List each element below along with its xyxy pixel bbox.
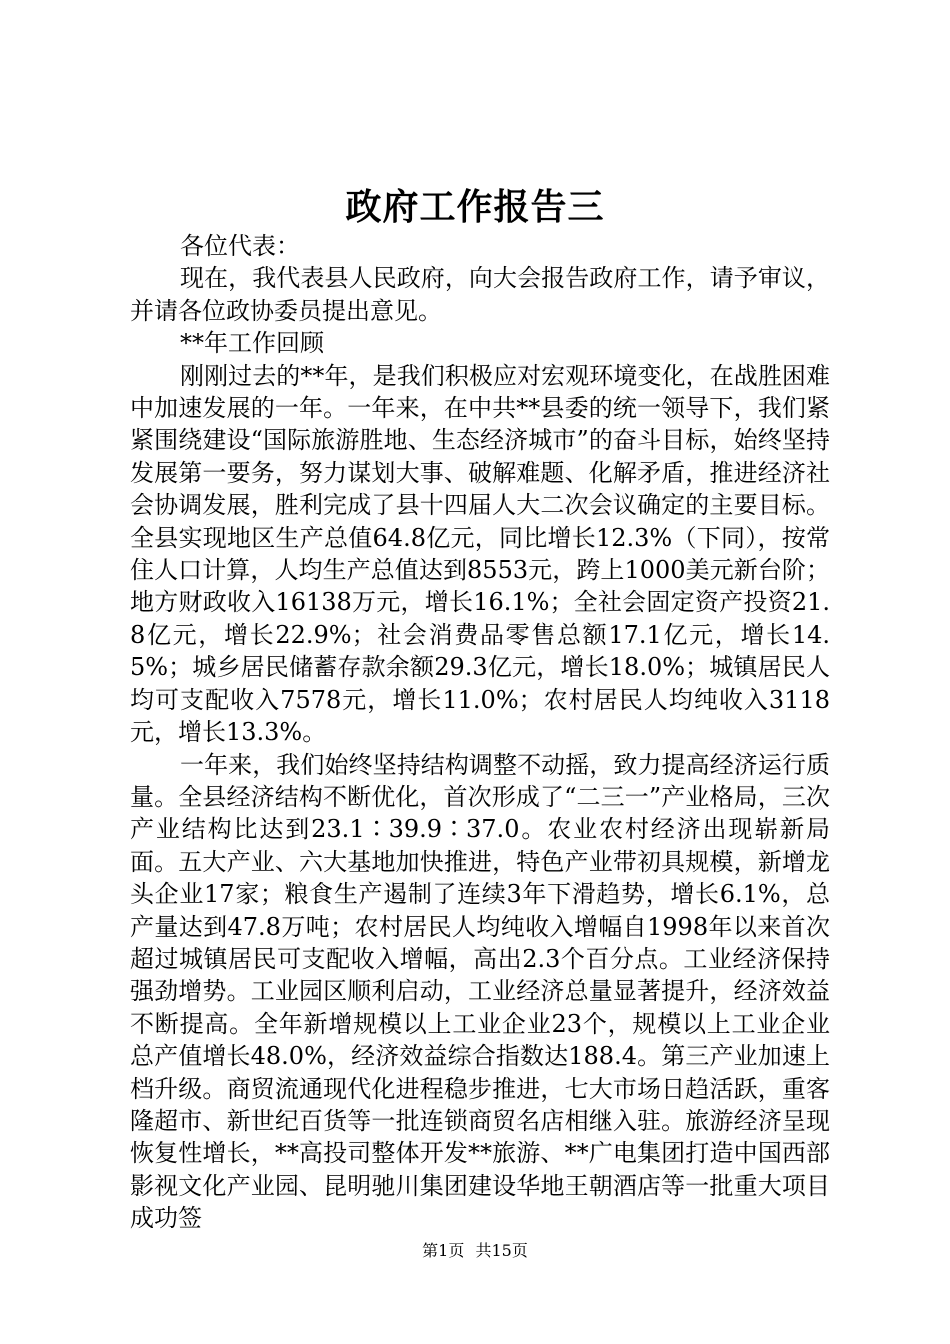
page-footer — [0, 1240, 950, 1262]
page-total: 共15页 — [475, 1241, 528, 1260]
section-heading: **年工作回顾 — [180, 329, 324, 358]
salutation: 各位代表： — [180, 232, 300, 260]
structure-paragraph: 一年来，我们始终坚持结构调整不动摇，致力提高经济运行质量。全县经济结构不断优化，首次形成了“二三一”产业格局，三次产业结构比达到23.1∶39.9∶37.0。农业农村经济出现崭新局面。五大产业、六大基地加快推进，特色产业带初具规模，新增龙头企业17家；粮食生产遏制了连续3年下滑趋势，增长6.1%，总产量达到47.8万吨；农村居民人均纯收入增幅自1998年以来首次超过城镇居民可支配收入增幅，高出2.3个百分点。工业经济保持强劲增势。工业园区顺利启动，工业经济总量显著提升，经济效益不断提高。全年新增规模以上工业企业23个，规模以上工业企业总产值增长48.0%，经济效益综合指数达188.4。第三产业加速上档升级。商贸流通现代化进程稳步推进，七大市场日趋活跃，重客隆超市、新世纪百货等一批连锁商贸名店相继入驻。旅游经济呈现恢复性增长，**高投司整体开发**旅游、**广电集团打造中国西部影视文化产业园、昆明驰川集团建设华地王朝酒店等一批重大项目成功签 — [130, 750, 830, 1233]
page-number: 第1页 — [422, 1241, 465, 1260]
document-body — [130, 230, 830, 1235]
document-title: 政府工作报告三 — [345, 186, 605, 228]
opening-paragraph: 现在，我代表县人民政府，向大会报告政府工作，请予审议，并请各位政协委员提出意见。 — [130, 264, 830, 325]
review-paragraph: 刚刚过去的**年，是我们积极应对宏观环境变化，在战胜困难中加速发展的一年。一年来，在中共**县委的统一领导下，我们紧紧围绕建设“国际旅游胜地、生态经济城市”的奋斗目标，始终坚持发展第一要务，努力谋划大事、破解难题、化解矛盾，推进经济社会协调发展，胜利完成了县十四届人大二次会议确定的主要目标。全县实现地区生产总值64.8亿元，同比增长12.3%（下同），按常住人口计算，人均生产总值达到8553元，跨上1000美元新台阶；地方财政收入16138万元，增长16.1%；全社会固定资产投资21.8亿元，增长22.9%；社会消费品零售总额17.1亿元，增长14.5%；城乡居民储蓄存款余额29.3亿元，增长18.0%；城镇居民人均可支配收入7578元，增长11.0%；农村居民人均纯收入3118元，增长13.3%。 — [130, 361, 830, 747]
